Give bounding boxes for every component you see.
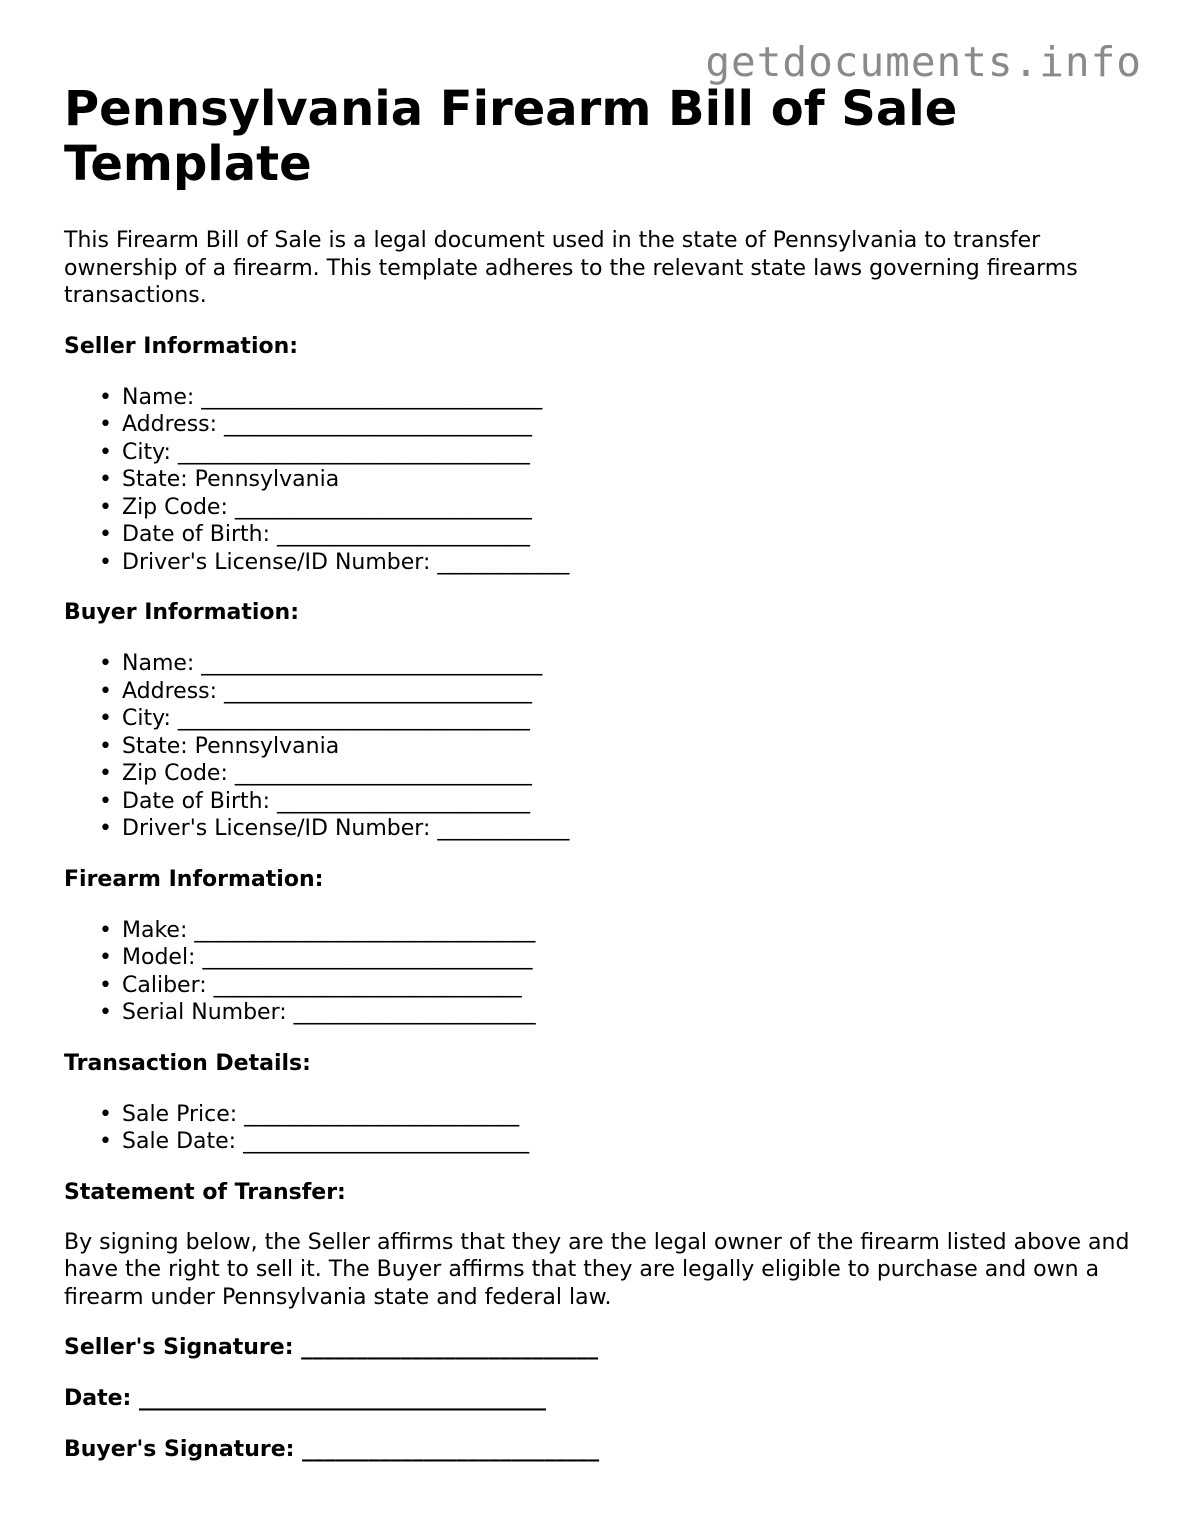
firearm-make-field: Make: _______________________________ bbox=[122, 917, 536, 943]
bullet-icon: • bbox=[99, 733, 112, 759]
bullet-icon: • bbox=[99, 412, 112, 437]
list-item bbox=[99, 733, 1134, 761]
list-item bbox=[99, 549, 1134, 577]
statement-heading: Statement of Transfer: bbox=[64, 1179, 346, 1205]
bullet-icon: • bbox=[99, 467, 112, 492]
firearm-serial-field: Serial Number: ______________________ bbox=[122, 1000, 536, 1025]
seller-zip-field: Zip Code: ___________________________ bbox=[122, 494, 532, 520]
list-item bbox=[99, 384, 1134, 412]
list-item bbox=[99, 972, 1134, 1000]
transaction-heading: Transaction Details: bbox=[64, 1050, 311, 1076]
firearm-model-field: Model: ______________________________ bbox=[122, 945, 533, 970]
transaction-list bbox=[64, 1101, 1134, 1156]
seller-name-field: Name: _______________________________ bbox=[122, 384, 543, 410]
bullet-icon: • bbox=[99, 678, 112, 704]
bullet-icon: • bbox=[99, 384, 112, 410]
list-item bbox=[99, 411, 1134, 439]
firearm-caliber-field: Caliber: ____________________________ bbox=[122, 972, 522, 998]
buyer-address-field: Address: ____________________________ bbox=[122, 678, 533, 704]
bullet-icon: • bbox=[99, 1129, 112, 1154]
seller-address-field: Address: ____________________________ bbox=[122, 412, 533, 437]
list-item bbox=[99, 944, 1134, 972]
bullet-icon: • bbox=[99, 549, 112, 575]
buyer-state-field: State: Pennsylvania bbox=[122, 733, 340, 759]
statement-paragraph: By signing below, the Seller affirms that they are the legal owner of the firearm listed above and have the right to sell it. The Buyer affirms that they are legally eligible to purchase and own a firearm under Pennsylvania state and federal law. bbox=[64, 1229, 1130, 1310]
buyer-signature-line: Buyer's Signature: ___________________________ bbox=[64, 1437, 600, 1462]
seller-dob-field: Date of Birth: _______________________ bbox=[122, 522, 530, 547]
list-item bbox=[99, 650, 1134, 678]
bullet-icon: • bbox=[99, 917, 112, 943]
bullet-icon: • bbox=[99, 816, 112, 841]
buyer-list bbox=[64, 650, 1134, 843]
bullet-icon: • bbox=[99, 1101, 112, 1127]
bullet-icon: • bbox=[99, 945, 112, 970]
list-item bbox=[99, 705, 1134, 733]
bullet-icon: • bbox=[99, 439, 112, 465]
seller-list bbox=[64, 384, 1134, 577]
watermark: getdocuments.info bbox=[705, 38, 1142, 86]
list-item bbox=[99, 678, 1134, 706]
list-item bbox=[99, 815, 1134, 843]
sale-date-field: Sale Date: __________________________ bbox=[122, 1129, 530, 1154]
seller-city-field: City: ________________________________ bbox=[122, 439, 530, 465]
buyer-heading: Buyer Information: bbox=[64, 600, 299, 625]
list-item bbox=[99, 1128, 1134, 1156]
firearm-heading: Firearm Information: bbox=[64, 866, 324, 892]
buyer-name-field: Name: _______________________________ bbox=[122, 651, 543, 676]
list-item bbox=[99, 788, 1134, 816]
seller-state-field: State: Pennsylvania bbox=[122, 467, 340, 492]
buyer-dob-field: Date of Birth: _______________________ bbox=[122, 788, 530, 814]
list-item bbox=[99, 917, 1134, 945]
page-title: Pennsylvania Firearm Bill of Sale Template bbox=[64, 81, 958, 192]
seller-license-field: Driver's License/ID Number: ____________ bbox=[122, 549, 570, 575]
bullet-icon: • bbox=[99, 761, 112, 786]
list-item bbox=[99, 760, 1134, 788]
bullet-icon: • bbox=[99, 788, 112, 814]
buyer-city-field: City: ________________________________ bbox=[122, 706, 530, 731]
seller-signature-line: Seller's Signature: ___________________________ bbox=[64, 1335, 599, 1360]
date-line: Date: _____________________________________ bbox=[64, 1386, 547, 1411]
bullet-icon: • bbox=[99, 972, 112, 998]
bullet-icon: • bbox=[99, 494, 112, 520]
document bbox=[64, 82, 1134, 1464]
list-item bbox=[99, 1101, 1134, 1129]
bullet-icon: • bbox=[99, 706, 112, 731]
list-item bbox=[99, 439, 1134, 467]
bullet-icon: • bbox=[99, 1000, 112, 1025]
intro-paragraph: This Firearm Bill of Sale is a legal document used in the state of Pennsylvania to transfer ownership of a firearm. This template adheres to the relevant state laws governing firearms transactions. bbox=[64, 228, 1078, 308]
list-item bbox=[99, 999, 1134, 1027]
list-item bbox=[99, 494, 1134, 522]
firearm-list bbox=[64, 917, 1134, 1027]
seller-heading: Seller Information: bbox=[64, 333, 299, 359]
list-item bbox=[99, 521, 1134, 549]
sale-price-field: Sale Price: _________________________ bbox=[122, 1101, 520, 1127]
buyer-license-field: Driver's License/ID Number: ____________ bbox=[122, 816, 570, 841]
bullet-icon: • bbox=[99, 522, 112, 547]
bullet-icon: • bbox=[99, 651, 112, 676]
list-item bbox=[99, 466, 1134, 494]
buyer-zip-field: Zip Code: ___________________________ bbox=[122, 761, 532, 786]
